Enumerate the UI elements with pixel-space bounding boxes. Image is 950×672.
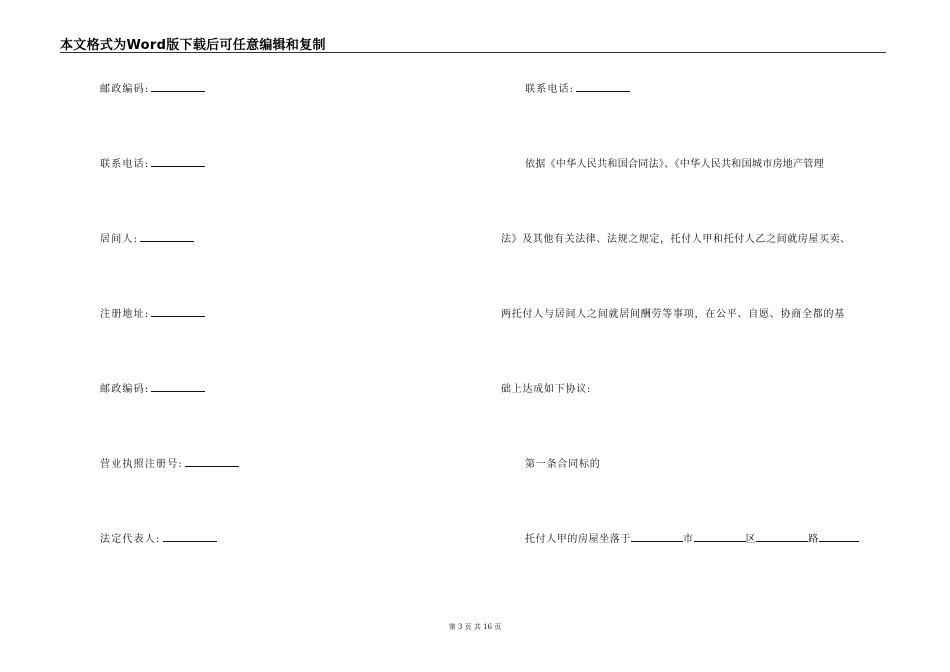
left-field-legal-rep (100, 530, 217, 545)
field-label: 邮政编码: (100, 384, 150, 395)
field-label: 居间人: (100, 234, 139, 245)
property-address-line (525, 530, 859, 545)
blank-underline (694, 532, 746, 542)
blank-underline (576, 82, 630, 92)
field-label: 法定代表人: (100, 534, 161, 545)
blank-underline (819, 532, 859, 542)
paragraph-line-1: 依据《中华人民共和国合同法》、《中华人民共和国城市房地产管理 (525, 159, 824, 170)
blank-underline (185, 457, 239, 467)
right-field-phone (525, 80, 630, 95)
article-title: 第一条合同标的 (525, 459, 601, 470)
blank-underline (140, 232, 194, 242)
address-district: 区 (745, 534, 757, 545)
blank-underline (151, 157, 205, 167)
page-number: 第 3 页 共 16 页 (448, 623, 502, 631)
left-field-business-license (100, 455, 239, 470)
blank-underline (163, 532, 217, 542)
address-road: 路 (808, 534, 819, 545)
field-label: 注册地址: (100, 309, 150, 320)
blank-underline (151, 307, 205, 317)
paragraph-line-4: 础上达成如下协议: (501, 384, 592, 395)
left-field-postcode-1 (100, 80, 205, 95)
left-field-broker (100, 230, 194, 245)
blank-underline (151, 382, 205, 392)
left-field-registered-address (100, 305, 205, 320)
address-city: 市 (683, 534, 694, 545)
field-label: 邮政编码: (100, 84, 150, 95)
field-label: 联系电话: (100, 159, 150, 170)
header-title: 本文格式为Word版下载后可任意编辑和复制 (60, 38, 326, 53)
blank-underline (631, 532, 683, 542)
left-field-phone (100, 155, 205, 170)
address-prefix: 托付人甲的房屋坐落于 (525, 534, 631, 545)
paragraph-line-3: 两托付人与居间人之间就居间酬劳等事项，在公平、自愿、协商全都的基 (501, 309, 845, 320)
blank-underline (756, 532, 808, 542)
field-label: 营业执照注册号: (100, 459, 183, 470)
field-label: 联系电话: (525, 84, 575, 95)
page-header (60, 34, 886, 53)
left-field-postcode-2 (100, 380, 205, 395)
paragraph-line-2: 法》及其他有关法律、法规之规定，托付人甲和托付人乙之间就房屋买卖、 (501, 234, 851, 245)
blank-underline (151, 82, 205, 92)
